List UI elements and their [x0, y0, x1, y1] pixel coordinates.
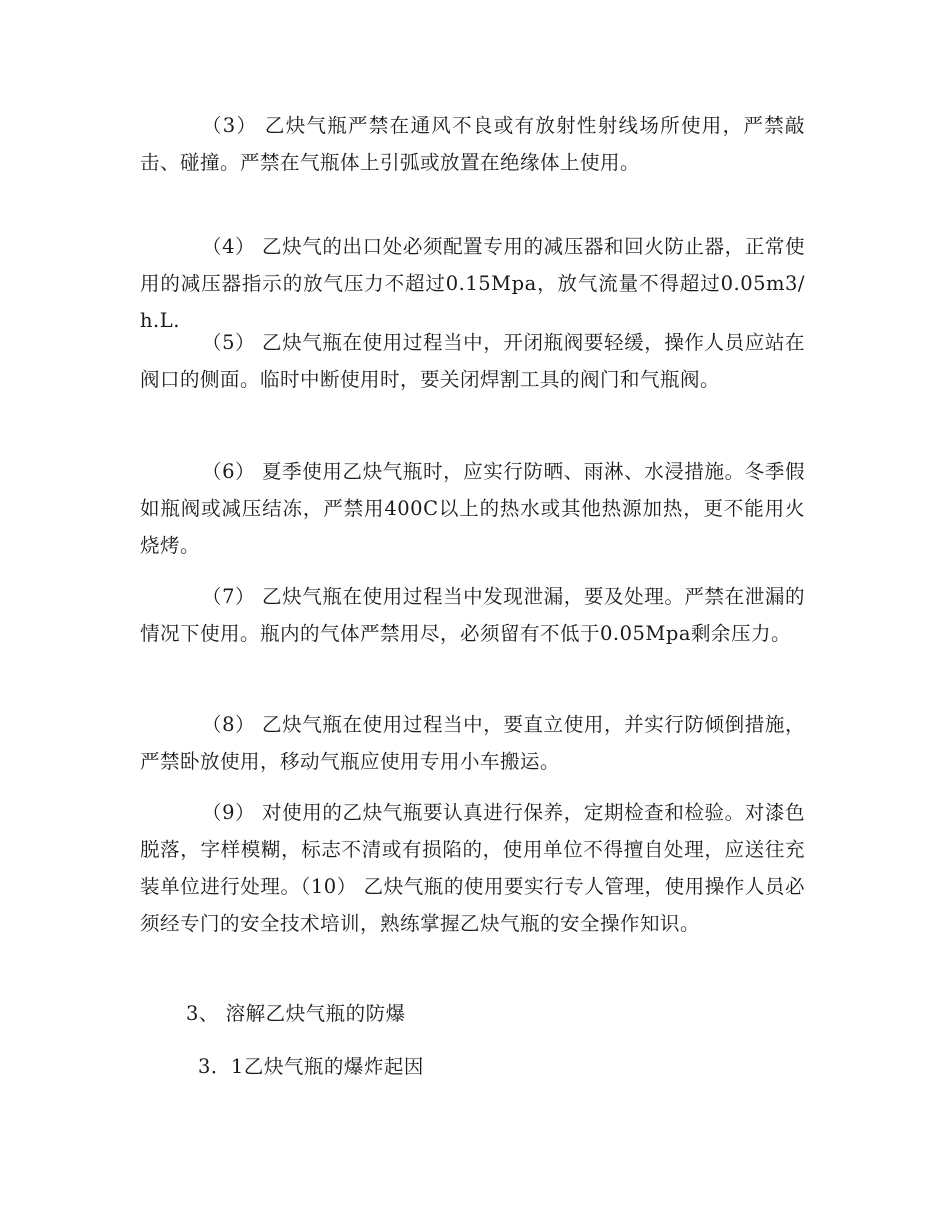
section-heading-3: 3、 溶解乙炔气瓶的防爆 [186, 1002, 406, 1025]
paragraph-item-9-10: （9） 对使用的乙炔气瓶要认真进行保养，定期检查和检验。对漆色脱落，字样模糊，标志不清或有损陷的，使用单位不得擅自处理，应送往充装单位进行处理。（10） 乙炔气瓶的使用要实行专人管理，使用操作人员必须经专门的安全技术培训，熟练掌握乙炔气瓶的安全操作知识。 [140, 801, 805, 935]
paragraph-item-6: （6） 夏季使用乙炔气瓶时，应实行防晒、雨淋、水浸措施。冬季假如瓶阀或减压结冻，严禁用400C以上的热水或其他热源加热，更不能用火烧烤。 [140, 460, 805, 557]
paragraph-item-8: （8） 乙炔气瓶在使用过程当中，要直立使用，并实行防倾倒措施，严禁卧放使用，移动气瓶应使用专用小车搬运。 [140, 713, 805, 773]
section-heading-3-1: 3．1乙炔气瓶的爆炸起因 [198, 1055, 424, 1078]
paragraph-item-4: （4） 乙炔气的出口处必须配置专用的减压器和回火防止器，正常使用的减压器指示的放气压力不超过0.15Mpa，放气流量不得超过0.05m3/h.L. [140, 235, 805, 332]
paragraph-item-3: （3） 乙炔气瓶严禁在通风不良或有放射性射线场所使用，严禁敲击、碰撞。严禁在气瓶体上引弧或放置在绝缘体上使用。 [140, 114, 805, 174]
paragraph-item-5: （5） 乙炔气瓶在使用过程当中，开闭瓶阀要轻缓，操作人员应站在阀口的侧面。临时中断使用时，要关闭焊割工具的阀门和气瓶阀。 [140, 331, 805, 391]
paragraph-item-7: （7） 乙炔气瓶在使用过程当中发现泄漏，要及处理。严禁在泄漏的情况下使用。瓶内的气体严禁用尽，必须留有不低于0.05Mpa剩余压力。 [140, 585, 805, 645]
